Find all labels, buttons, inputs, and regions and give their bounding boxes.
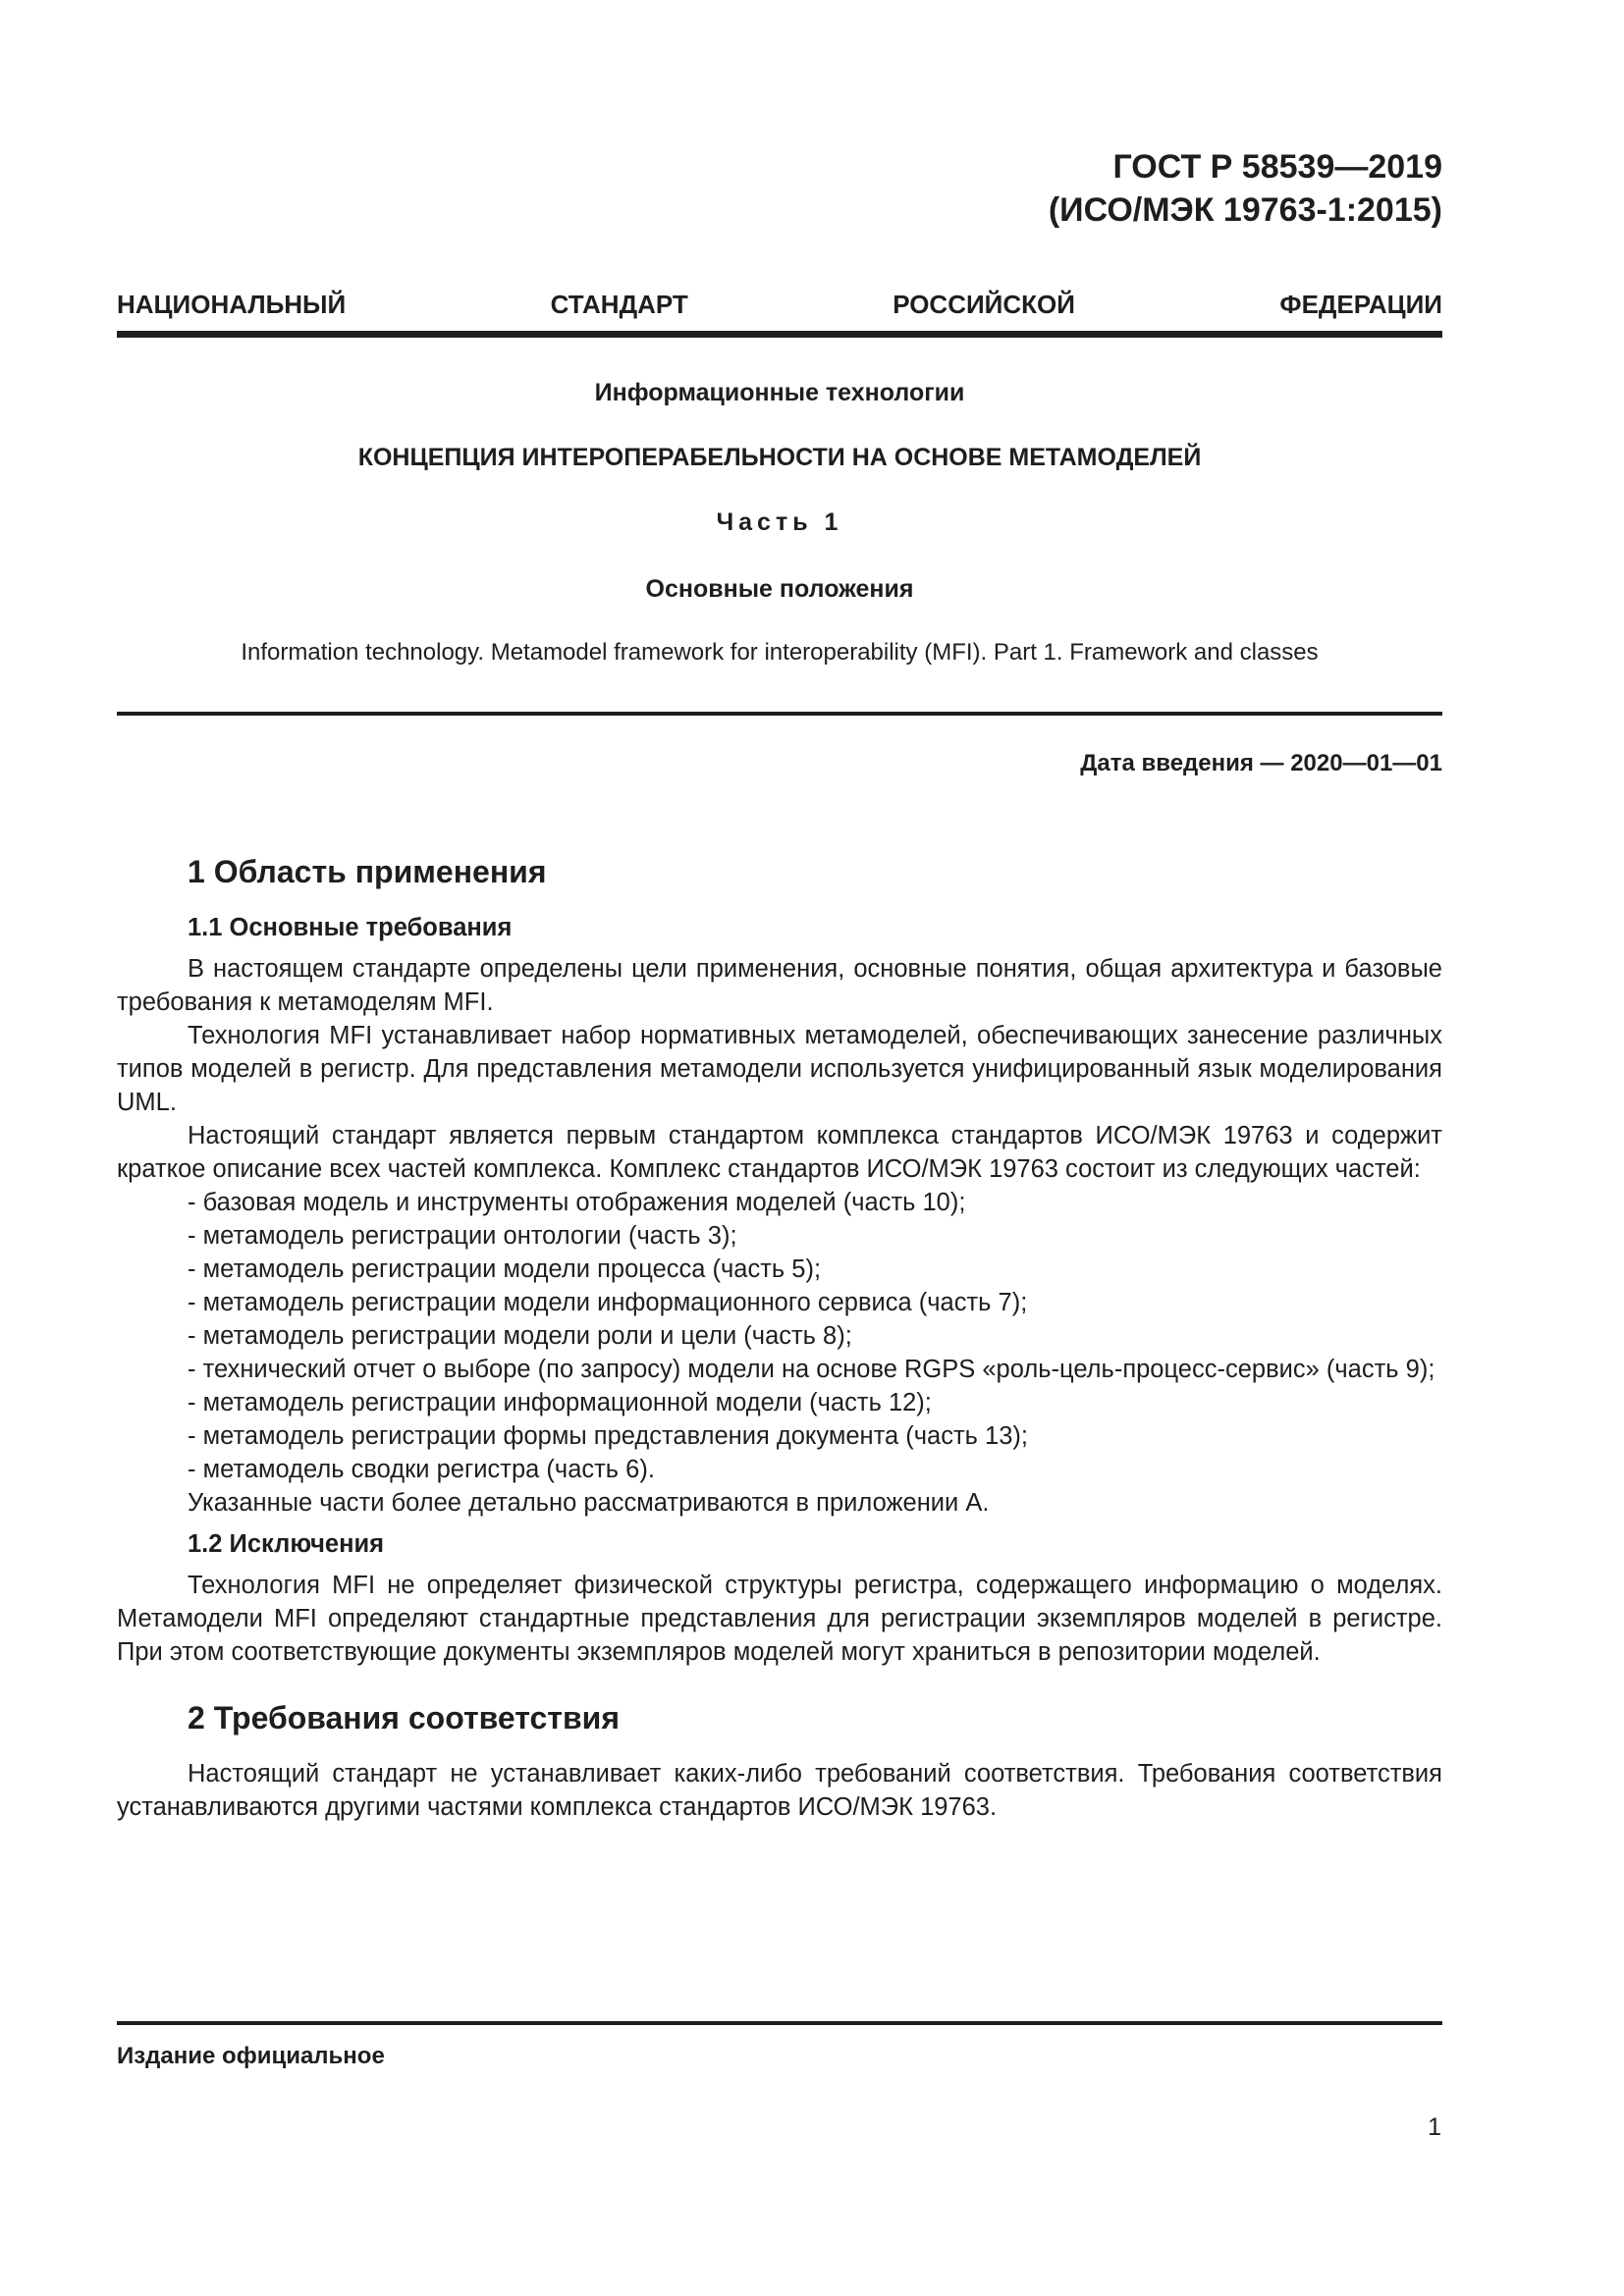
document-title: КОНЦЕПЦИЯ ИНТЕРОПЕРАБЕЛЬНОСТИ НА ОСНОВЕ МЕТАМОДЕЛЕЙ [357,444,1202,471]
list-item: - метамодель регистрации модели процесса (часть 5); [188,1255,822,1283]
document-code [1049,145,1442,232]
list-item: - метамодель регистрации модели информационного сервиса (часть 7); [188,1289,1028,1316]
paragraph: Указанные части более детально рассматриваются в приложении А. [188,1489,990,1517]
banner-word-3: РОССИЙСКОЙ [893,290,1075,319]
list-item: - метамодель сводки регистра (часть 6). [188,1456,655,1483]
english-title: Information technology. Metamodel framework for interoperability (MFI). Part 1. Framework and classes [241,639,1319,666]
part-label: Часть 1 [716,508,843,536]
document-body [117,844,1442,1824]
list-item: - базовая модель и инструменты отображения моделей (часть 10); [188,1189,966,1216]
paragraph: В настоящем стандарте определены цели применения, основные понятия, общая архитектура и базовые требования к метамоделям MFI. [117,955,1442,1016]
banner-word-4: ФЕДЕРАЦИИ [1279,290,1442,319]
paragraph: Технология MFI не определяет физической структуры регистра, содержащего информацию о моделях. Метамодели MFI определяют стандартные представления для регистрации экземпляров моделей в регистре. При этом соответствующие документы экземпляров моделей могут храниться в репозитории моделей. [117,1572,1442,1666]
official-edition-label: Издание официальное [117,2043,385,2069]
section-2-heading: 2 Требования соответствия [188,1700,620,1735]
subsection-1-2-heading: 1.2 Исключения [188,1530,385,1558]
subject-title: Информационные технологии [594,379,965,406]
national-standard-banner [117,290,1442,319]
introduction-date: Дата введения — 2020—01—01 [1080,750,1442,776]
title-divider [117,712,1442,716]
list-item: - метамодель регистрации онтологии (часть 3); [188,1222,737,1250]
document-subtitle: Основные положения [645,575,914,603]
list-item: - технический отчет о выборе (по запросу) модели на основе RGPS «роль-цель-процесс-сервис» (часть 9); [188,1356,1435,1383]
list-item: - метамодель регистрации формы представления документа (часть 13); [188,1422,1028,1450]
section-1-heading: 1 Область применения [188,854,547,889]
banner-word-2: СТАНДАРТ [550,290,688,319]
list-item: - метамодель регистрации информационной модели (часть 12); [188,1389,932,1416]
document-code-line-1: ГОСТ Р 58539—2019 [1112,148,1442,186]
page-number: 1 [1428,2113,1441,2141]
footer-divider [117,2021,1442,2025]
list-item: - метамодель регистрации модели роли и цели (часть 8); [188,1322,852,1350]
subsection-1-1-heading: 1.1 Основные требования [188,914,513,941]
paragraph: Настоящий стандарт является первым стандартом комплекса стандартов ИСО/МЭК 19763 и содержит краткое описание всех частей комплекса. Комплекс стандартов ИСО/МЭК 19763 состоит из следующих частей: [117,1122,1442,1183]
top-divider [117,331,1442,338]
document-code-line-2: (ИСО/МЭК 19763-1:2015) [1048,191,1442,229]
paragraph: Настоящий стандарт не устанавливает каких-либо требований соответствия. Требования соответствия устанавливаются другими частями комплекса стандартов ИСО/МЭК 19763. [117,1760,1442,1821]
banner-word-1: НАЦИОНАЛЬНЫЙ [117,290,347,319]
paragraph: Технология MFI устанавливает набор нормативных метамоделей, обеспечивающих занесение различных типов моделей в регистр. Для представления метамодели используется унифицированный язык моделирования UML. [117,1022,1442,1116]
